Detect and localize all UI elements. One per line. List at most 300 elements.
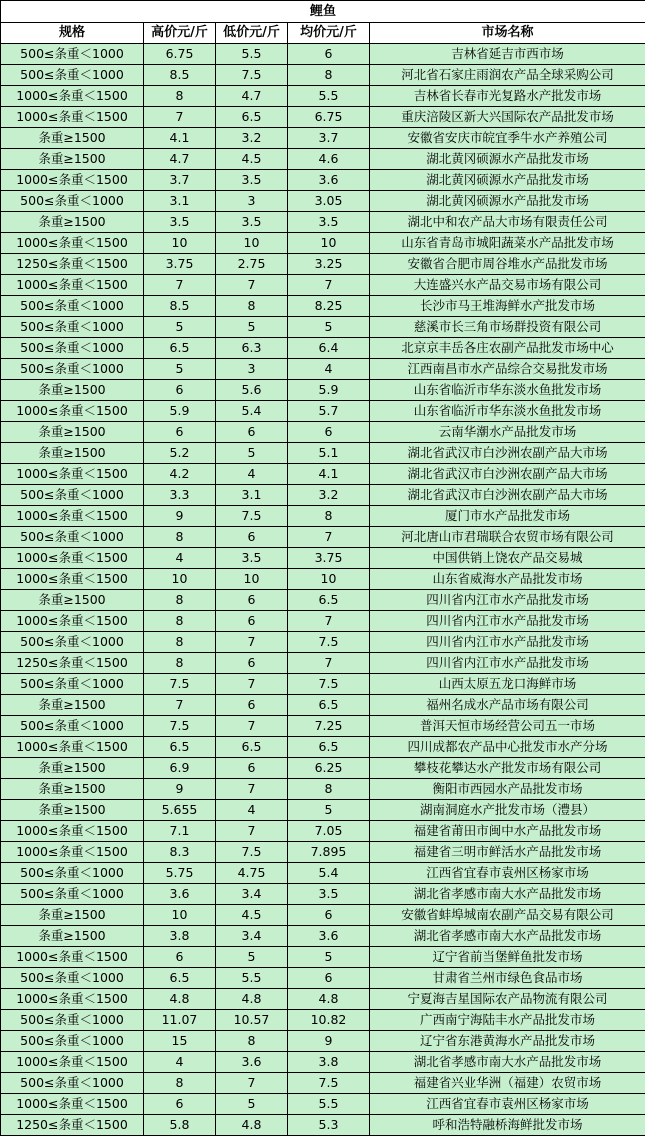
market-name-cell: 湖北黄冈硕源水产品批发市场 [370,170,645,191]
market-name-cell: 江西省宜春市袁州区杨家市场 [370,1094,645,1115]
table-row [1,380,645,401]
high-price-cell: 5.9 [144,401,216,422]
market-name-cell: 福建省兴业华洲（福建）农贸市场 [370,1073,645,1094]
low-price-cell: 7 [216,779,288,800]
market-name-cell: 衡阳市西园水产品批发市场 [370,779,645,800]
market-name-cell: 重庆涪陵区新大兴国际农产品批发市场 [370,107,645,128]
low-price-cell: 3.4 [216,884,288,905]
high-price-cell: 5 [144,317,216,338]
avg-price-cell: 5.7 [288,401,370,422]
high-price-cell: 10 [144,905,216,926]
low-price-cell: 3.5 [216,548,288,569]
table-row [1,569,645,590]
market-name-cell: 长沙市马王堆海鲜水产批发市场 [370,296,645,317]
high-price-cell: 8 [144,86,216,107]
market-name-cell: 江西省宜春市袁州区杨家市场 [370,863,645,884]
high-price-cell: 10 [144,233,216,254]
avg-price-cell: 6 [288,968,370,989]
spec-cell: 500≤条重＜1000 [1,1010,144,1031]
table-row [1,149,645,170]
market-name-cell: 攀枝花攀达水产批发市场有限公司 [370,758,645,779]
table-row [1,233,645,254]
low-price-cell: 7 [216,674,288,695]
spec-cell: 500≤条重＜1000 [1,191,144,212]
high-price-cell: 4.8 [144,989,216,1010]
avg-price-cell: 3.2 [288,485,370,506]
table-row [1,44,645,65]
avg-price-cell: 4.8 [288,989,370,1010]
low-price-cell: 4 [216,800,288,821]
market-name-cell: 安徽省蚌埠城南农副产品交易有限公司 [370,905,645,926]
spec-cell: 500≤条重＜1000 [1,65,144,86]
avg-price-cell: 7.5 [288,674,370,695]
table-row [1,926,645,947]
market-name-cell: 江西南昌市水产品综合交易批发市场 [370,359,645,380]
high-price-cell: 3.75 [144,254,216,275]
market-name-cell: 河北唐山市君瑞联合农贸市场有限公司 [370,527,645,548]
low-price-cell: 10 [216,569,288,590]
spec-cell: 1000≤条重＜1500 [1,737,144,758]
spec-cell: 1000≤条重＜1500 [1,464,144,485]
avg-price-cell: 7 [288,611,370,632]
low-price-cell: 6.3 [216,338,288,359]
avg-price-cell: 7.05 [288,821,370,842]
high-price-cell: 3.6 [144,884,216,905]
spec-cell: 500≤条重＜1000 [1,1073,144,1094]
spec-cell: 500≤条重＜1000 [1,716,144,737]
spec-cell: 500≤条重＜1000 [1,632,144,653]
table-row [1,947,645,968]
spec-cell: 1000≤条重＜1500 [1,821,144,842]
high-price-cell: 6.5 [144,338,216,359]
market-name-cell: 湖北省孝感市南大水产品批发市场 [370,884,645,905]
spec-cell: 500≤条重＜1000 [1,674,144,695]
high-price-cell: 9 [144,779,216,800]
spec-cell: 1000≤条重＜1500 [1,233,144,254]
high-price-cell: 6.75 [144,44,216,65]
avg-price-cell: 7.895 [288,842,370,863]
spec-cell: 条重≥1500 [1,128,144,149]
avg-price-cell: 5.4 [288,863,370,884]
spec-cell: 条重≥1500 [1,149,144,170]
spec-cell: 500≤条重＜1000 [1,1031,144,1052]
high-price-cell: 4.2 [144,464,216,485]
high-price-cell: 7 [144,275,216,296]
market-name-cell: 慈溪市长三角市场群投资有限公司 [370,317,645,338]
market-name-cell: 四川省内江市水产品批发市场 [370,653,645,674]
high-price-cell: 8 [144,611,216,632]
spec-cell: 500≤条重＜1000 [1,44,144,65]
avg-price-cell: 6.5 [288,695,370,716]
market-name-cell: 中国供销上饶农产品交易城 [370,548,645,569]
spec-cell: 条重≥1500 [1,800,144,821]
spec-cell: 1250≤条重＜1500 [1,1115,144,1136]
low-price-cell: 4.8 [216,989,288,1010]
avg-price-cell: 3.6 [288,926,370,947]
high-price-cell: 6 [144,947,216,968]
avg-price-cell: 7.25 [288,716,370,737]
high-price-cell: 7.5 [144,674,216,695]
low-price-cell: 10.57 [216,1010,288,1031]
header-market-name: 市场名称 [370,23,645,44]
avg-price-cell: 9 [288,1031,370,1052]
market-name-cell: 福州名成水产品市场有限公司 [370,695,645,716]
low-price-cell: 3.6 [216,1052,288,1073]
table-row [1,653,645,674]
low-price-cell: 6 [216,590,288,611]
table-row [1,65,645,86]
market-name-cell: 福建省莆田市闽中水产品批发市场 [370,821,645,842]
market-name-cell: 湖北省武汉市白沙洲农副产品大市场 [370,485,645,506]
table-row [1,548,645,569]
high-price-cell: 8 [144,632,216,653]
high-price-cell: 8 [144,590,216,611]
spec-cell: 1000≤条重＜1500 [1,506,144,527]
market-name-cell: 安徽省安庆市皖宜季牛水产养殖公司 [370,128,645,149]
low-price-cell: 3.2 [216,128,288,149]
avg-price-cell: 4 [288,359,370,380]
header-low-price: 低价元/斤 [216,23,288,44]
high-price-cell: 7 [144,107,216,128]
spec-cell: 500≤条重＜1000 [1,338,144,359]
table-row [1,779,645,800]
high-price-cell: 10 [144,569,216,590]
low-price-cell: 7 [216,1073,288,1094]
spec-cell: 1000≤条重＜1500 [1,1052,144,1073]
table-row [1,674,645,695]
table-row [1,443,645,464]
high-price-cell: 5.75 [144,863,216,884]
market-name-cell: 河北省石家庄雨润农产品全球采购公司 [370,65,645,86]
table-row [1,464,645,485]
low-price-cell: 5 [216,317,288,338]
market-name-cell: 北京京丰岳各庄农副产品批发市场中心 [370,338,645,359]
market-name-cell: 山东省临沂市华东淡水鱼批发市场 [370,380,645,401]
avg-price-cell: 6.5 [288,737,370,758]
avg-price-cell: 4.6 [288,149,370,170]
table-row [1,884,645,905]
low-price-cell: 3.4 [216,926,288,947]
table-row [1,401,645,422]
spec-cell: 1000≤条重＜1500 [1,548,144,569]
low-price-cell: 10 [216,233,288,254]
spec-cell: 1000≤条重＜1500 [1,569,144,590]
market-name-cell: 辽宁省东港黄海水产品批发市场 [370,1031,645,1052]
table-row [1,695,645,716]
table-row [1,1094,645,1115]
spec-cell: 1000≤条重＜1500 [1,947,144,968]
high-price-cell: 6 [144,1094,216,1115]
table-row [1,212,645,233]
avg-price-cell: 5.1 [288,443,370,464]
avg-price-cell: 5.5 [288,1094,370,1115]
market-name-cell: 四川省内江市水产品批发市场 [370,632,645,653]
table-row [1,359,645,380]
market-name-cell: 四川省内江市水产品批发市场 [370,611,645,632]
table-row [1,716,645,737]
header-row [1,23,645,44]
low-price-cell: 5 [216,443,288,464]
spec-cell: 500≤条重＜1000 [1,884,144,905]
market-name-cell: 吉林省延吉市西市场 [370,44,645,65]
high-price-cell: 6.5 [144,968,216,989]
high-price-cell: 6 [144,422,216,443]
avg-price-cell: 7.5 [288,1073,370,1094]
avg-price-cell: 10 [288,233,370,254]
table-title: 鲤鱼 [1,1,645,23]
low-price-cell: 6.5 [216,107,288,128]
spec-cell: 500≤条重＜1000 [1,317,144,338]
table-row [1,632,645,653]
spec-cell: 500≤条重＜1000 [1,527,144,548]
avg-price-cell: 3.5 [288,884,370,905]
table-row [1,905,645,926]
market-name-cell: 山东省临沂市华东淡水鱼批发市场 [370,401,645,422]
high-price-cell: 8.5 [144,65,216,86]
table-row [1,506,645,527]
market-name-cell: 山东省青岛市城阳蔬菜水产品批发市场 [370,233,645,254]
high-price-cell: 7.5 [144,716,216,737]
low-price-cell: 6 [216,422,288,443]
table-row [1,590,645,611]
market-name-cell: 广西南宁海陆丰水产品批发市场 [370,1010,645,1031]
avg-price-cell: 5.9 [288,380,370,401]
low-price-cell: 3.1 [216,485,288,506]
low-price-cell: 6 [216,653,288,674]
low-price-cell: 7 [216,632,288,653]
high-price-cell: 8.5 [144,296,216,317]
high-price-cell: 5.2 [144,443,216,464]
high-price-cell: 11.07 [144,1010,216,1031]
low-price-cell: 3 [216,191,288,212]
low-price-cell: 6.5 [216,737,288,758]
low-price-cell: 2.75 [216,254,288,275]
high-price-cell: 3.7 [144,170,216,191]
avg-price-cell: 6.25 [288,758,370,779]
low-price-cell: 8 [216,296,288,317]
low-price-cell: 6 [216,758,288,779]
market-name-cell: 湖北省武汉市白沙洲农副产品大市场 [370,464,645,485]
market-name-cell: 湖北省孝感市南大水产品批发市场 [370,926,645,947]
low-price-cell: 4.5 [216,149,288,170]
table-row [1,1115,645,1136]
avg-price-cell: 3.5 [288,212,370,233]
low-price-cell: 4 [216,464,288,485]
low-price-cell: 7.5 [216,65,288,86]
market-name-cell: 湖南洞庭水产批发市场（澧县） [370,800,645,821]
avg-price-cell: 6 [288,905,370,926]
avg-price-cell: 6 [288,44,370,65]
avg-price-cell: 7 [288,275,370,296]
market-name-cell: 湖北中和农产品大市场有限责任公司 [370,212,645,233]
avg-price-cell: 3.25 [288,254,370,275]
avg-price-cell: 5.5 [288,86,370,107]
low-price-cell: 5.5 [216,44,288,65]
low-price-cell: 7.5 [216,842,288,863]
market-name-cell: 湖北省武汉市白沙洲农副产品大市场 [370,443,645,464]
high-price-cell: 7.1 [144,821,216,842]
market-name-cell: 山东省威海水产品批发市场 [370,569,645,590]
spec-cell: 500≤条重＜1000 [1,485,144,506]
market-name-cell: 宁夏海吉星国际农产品物流有限公司 [370,989,645,1010]
table-row [1,296,645,317]
market-name-cell: 福建省三明市鲜活水产品批发市场 [370,842,645,863]
high-price-cell: 15 [144,1031,216,1052]
market-name-cell: 山西太原五龙口海鲜市场 [370,674,645,695]
table-row [1,170,645,191]
high-price-cell: 8 [144,1073,216,1094]
spec-cell: 1000≤条重＜1500 [1,170,144,191]
avg-price-cell: 5 [288,317,370,338]
table-body [1,44,645,1136]
spec-cell: 条重≥1500 [1,758,144,779]
spec-cell: 1000≤条重＜1500 [1,611,144,632]
avg-price-cell: 10.82 [288,1010,370,1031]
spec-cell: 1000≤条重＜1500 [1,86,144,107]
avg-price-cell: 10 [288,569,370,590]
spec-cell: 1000≤条重＜1500 [1,842,144,863]
low-price-cell: 5.6 [216,380,288,401]
table-row [1,611,645,632]
table-row [1,842,645,863]
avg-price-cell: 8 [288,779,370,800]
spec-cell: 条重≥1500 [1,905,144,926]
table-row [1,317,645,338]
table-row [1,968,645,989]
avg-price-cell: 8 [288,65,370,86]
spec-cell: 条重≥1500 [1,590,144,611]
table-row [1,821,645,842]
high-price-cell: 3.5 [144,212,216,233]
table-row [1,338,645,359]
low-price-cell: 5 [216,947,288,968]
table-row [1,254,645,275]
low-price-cell: 5.5 [216,968,288,989]
low-price-cell: 4.5 [216,905,288,926]
title-row [1,1,645,23]
spec-cell: 1000≤条重＜1500 [1,401,144,422]
high-price-cell: 4 [144,1052,216,1073]
header-spec: 规格 [1,23,144,44]
low-price-cell: 3.5 [216,212,288,233]
spec-cell: 条重≥1500 [1,779,144,800]
market-name-cell: 安徽省合肥市周谷堆水产品批发市场 [370,254,645,275]
high-price-cell: 3.1 [144,191,216,212]
spec-cell: 500≤条重＜1000 [1,296,144,317]
avg-price-cell: 6.5 [288,590,370,611]
table-row [1,275,645,296]
table-row [1,1052,645,1073]
low-price-cell: 7 [216,275,288,296]
spec-cell: 1000≤条重＜1500 [1,107,144,128]
high-price-cell: 6 [144,380,216,401]
low-price-cell: 3 [216,359,288,380]
high-price-cell: 7 [144,695,216,716]
spec-cell: 条重≥1500 [1,380,144,401]
avg-price-cell: 7 [288,527,370,548]
high-price-cell: 6.9 [144,758,216,779]
low-price-cell: 7.5 [216,506,288,527]
avg-price-cell: 3.75 [288,548,370,569]
spec-cell: 条重≥1500 [1,443,144,464]
table-row [1,107,645,128]
spec-cell: 条重≥1500 [1,422,144,443]
market-name-cell: 呼和浩特融桥海鲜批发市场 [370,1115,645,1136]
market-name-cell: 普洱天恒市场经营公司五一市场 [370,716,645,737]
table-row [1,863,645,884]
avg-price-cell: 6.4 [288,338,370,359]
table-row [1,485,645,506]
market-name-cell: 云南华潮水产品批发市场 [370,422,645,443]
high-price-cell: 5 [144,359,216,380]
avg-price-cell: 3.8 [288,1052,370,1073]
table-row [1,128,645,149]
market-name-cell: 大连盛兴水产品交易市场有限公司 [370,275,645,296]
low-price-cell: 7 [216,821,288,842]
spec-cell: 500≤条重＜1000 [1,968,144,989]
high-price-cell: 3.8 [144,926,216,947]
market-name-cell: 湖北黄冈硕源水产品批发市场 [370,191,645,212]
table-row [1,800,645,821]
low-price-cell: 4.7 [216,86,288,107]
table-row [1,758,645,779]
avg-price-cell: 3.7 [288,128,370,149]
spec-cell: 500≤条重＜1000 [1,863,144,884]
spec-cell: 条重≥1500 [1,695,144,716]
high-price-cell: 4 [144,548,216,569]
low-price-cell: 7 [216,716,288,737]
table-row [1,527,645,548]
spec-cell: 1250≤条重＜1500 [1,653,144,674]
low-price-cell: 6 [216,527,288,548]
avg-price-cell: 7 [288,653,370,674]
spec-cell: 条重≥1500 [1,926,144,947]
avg-price-cell: 6.75 [288,107,370,128]
high-price-cell: 9 [144,506,216,527]
spec-cell: 1000≤条重＜1500 [1,989,144,1010]
high-price-cell: 3.3 [144,485,216,506]
high-price-cell: 6.5 [144,737,216,758]
table-row [1,1031,645,1052]
avg-price-cell: 4.1 [288,464,370,485]
spec-cell: 条重≥1500 [1,212,144,233]
high-price-cell: 4.7 [144,149,216,170]
low-price-cell: 8 [216,1031,288,1052]
market-name-cell: 辽宁省前当堡鲜鱼批发市场 [370,947,645,968]
market-name-cell: 厦门市水产品批发市场 [370,506,645,527]
spec-cell: 1250≤条重＜1500 [1,254,144,275]
avg-price-cell: 3.6 [288,170,370,191]
table-row [1,989,645,1010]
avg-price-cell: 6 [288,422,370,443]
table-row [1,191,645,212]
low-price-cell: 5.4 [216,401,288,422]
spec-cell: 1000≤条重＜1500 [1,1094,144,1115]
low-price-cell: 6 [216,695,288,716]
low-price-cell: 4.75 [216,863,288,884]
high-price-cell: 8 [144,527,216,548]
market-name-cell: 四川省内江市水产品批发市场 [370,590,645,611]
table-row [1,737,645,758]
high-price-cell: 5.8 [144,1115,216,1136]
header-avg-price: 均价元/斤 [288,23,370,44]
avg-price-cell: 5.3 [288,1115,370,1136]
avg-price-cell: 8.25 [288,296,370,317]
high-price-cell: 5.655 [144,800,216,821]
table-row [1,422,645,443]
low-price-cell: 4.8 [216,1115,288,1136]
spec-cell: 1000≤条重＜1500 [1,275,144,296]
